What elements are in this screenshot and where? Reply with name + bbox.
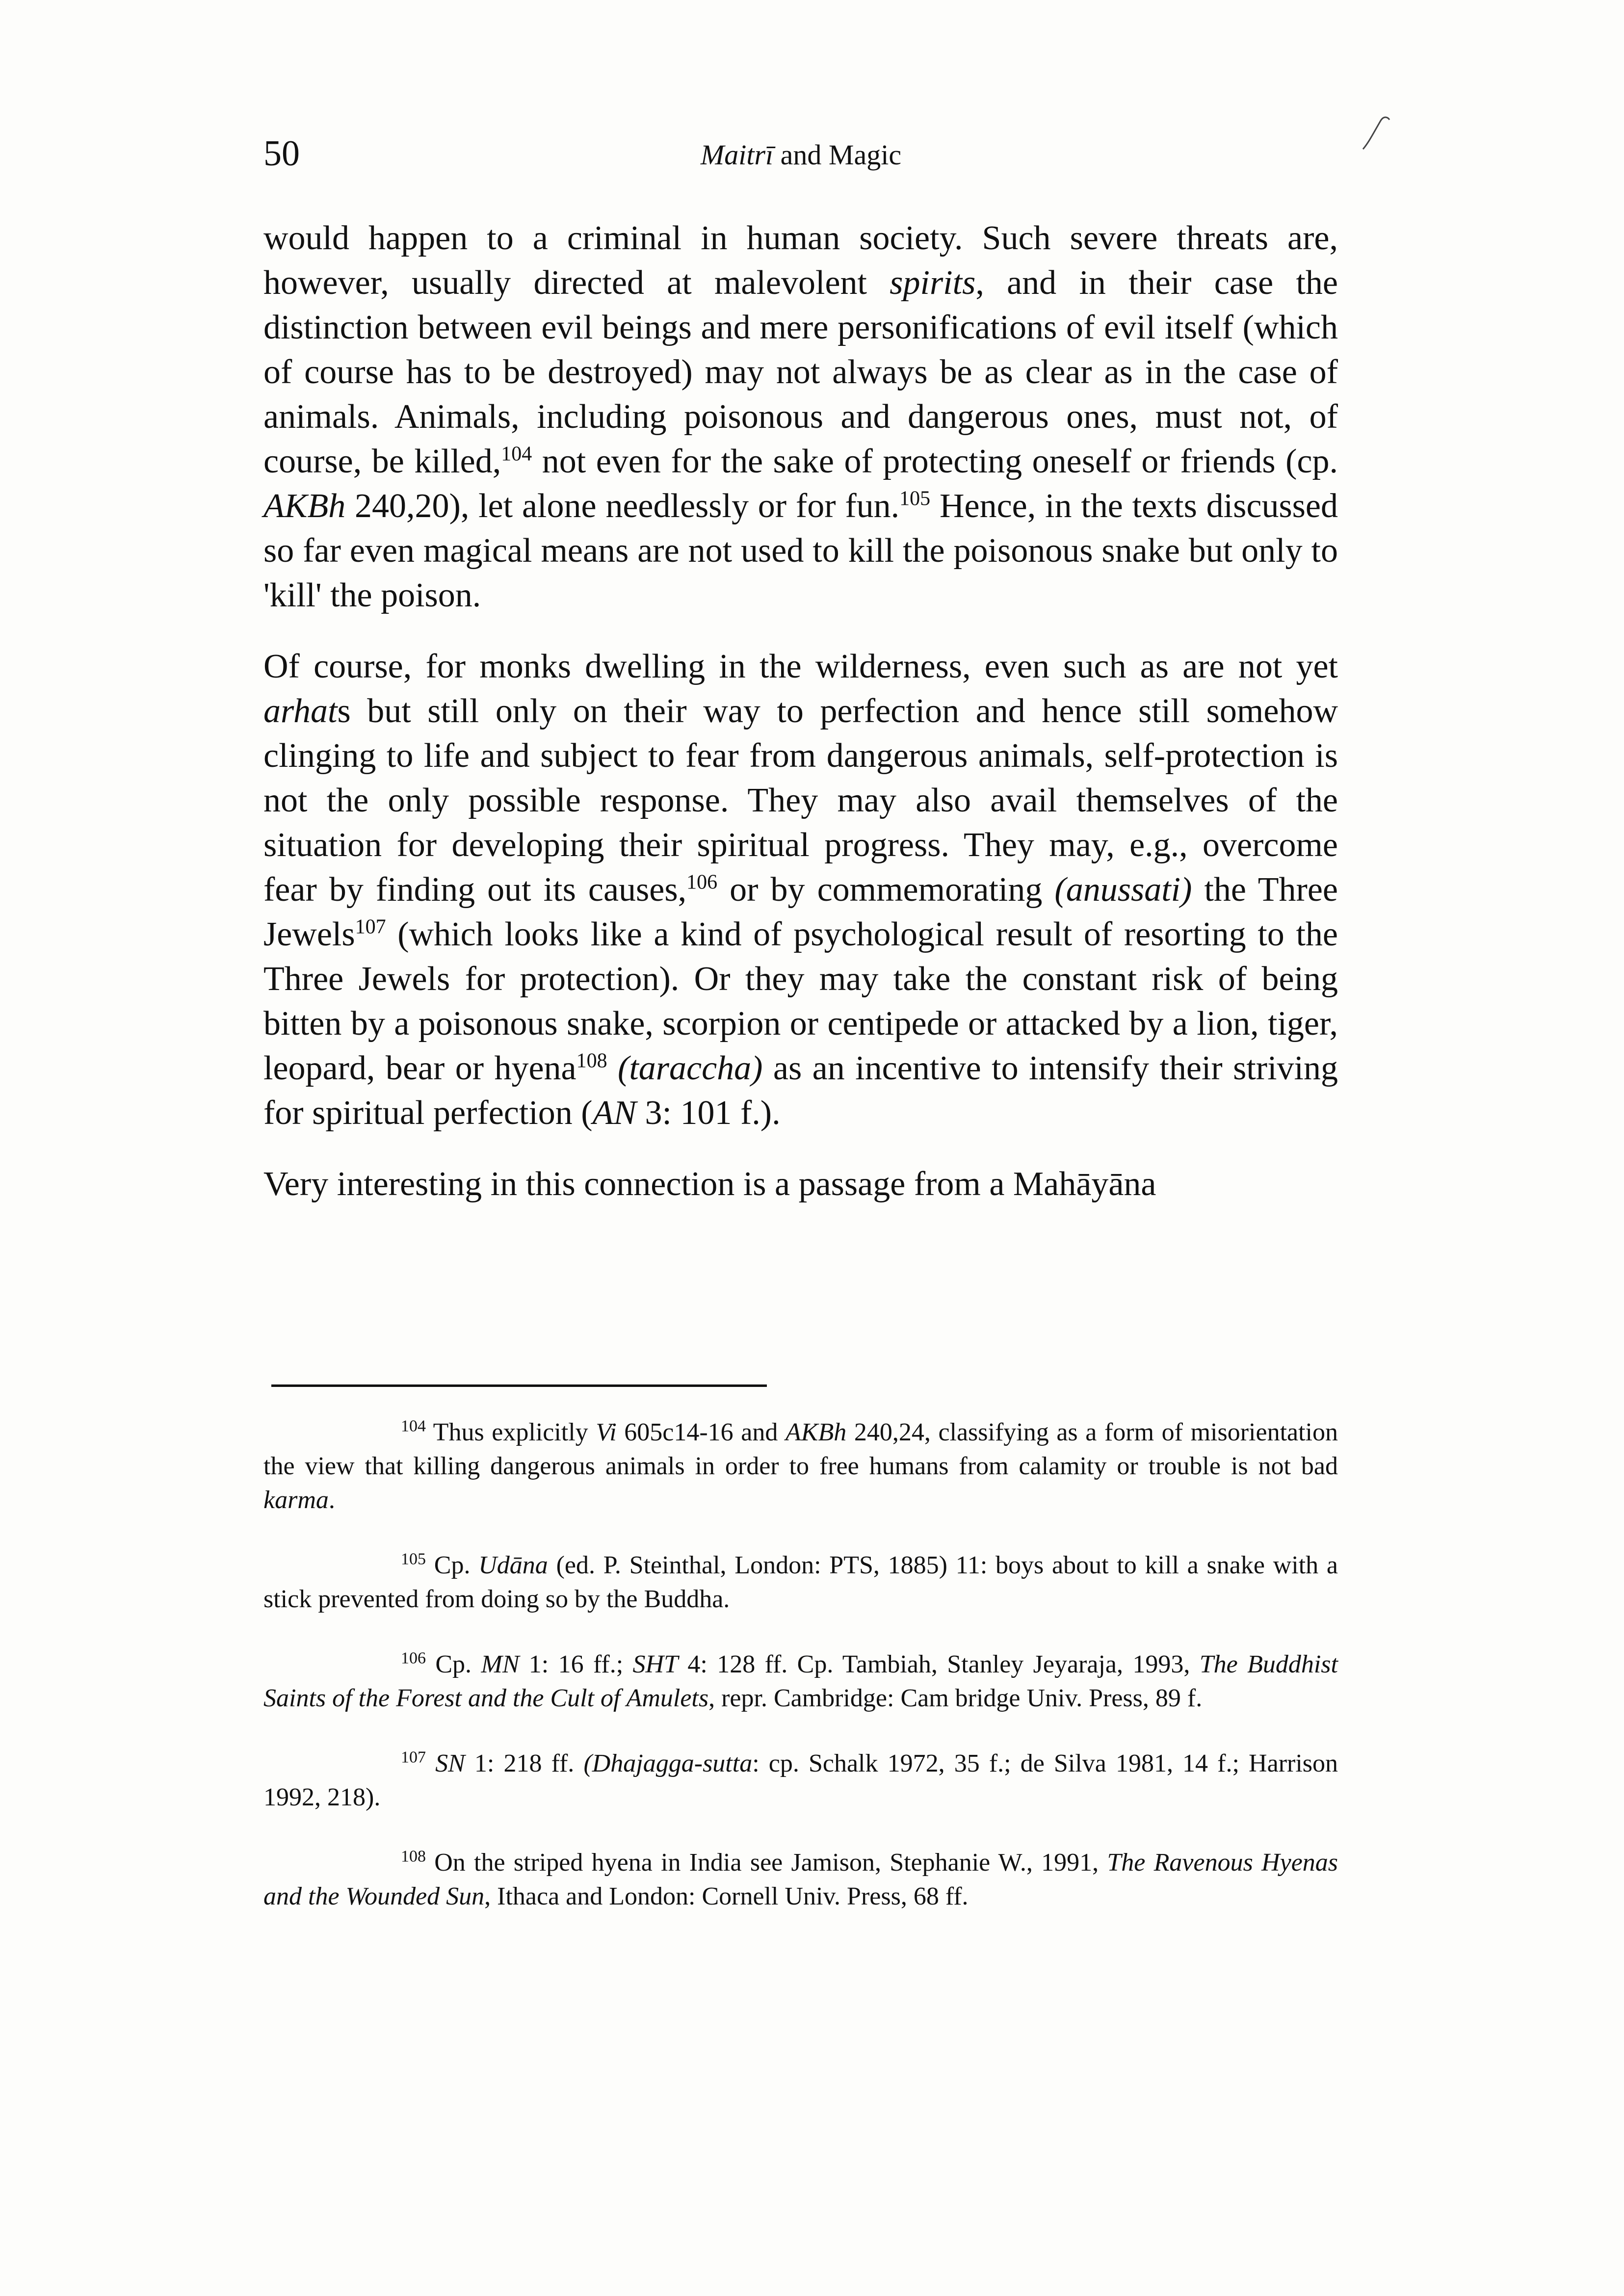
pencil-mark-icon [1359, 113, 1393, 152]
page-header [263, 131, 1338, 176]
footnote-ref-107[interactable]: 107 [355, 915, 386, 939]
running-head [263, 134, 1338, 176]
footnote-rule [271, 1384, 767, 1387]
footnote-ref-105[interactable]: 105 [899, 487, 931, 510]
footnote-ref-104[interactable]: 104 [501, 443, 532, 466]
footnote-104: $^{104}$ Thus explicitly Vi 605c14-16 and AKBh 240,24, classifying as a form of misorientation the view that killing dangerous animals in order to free humans from calamity or trouble is not bad karma. [263, 1417, 1338, 1514]
footnote-108: $^{108}$ On the striped hyena in India see Jamison, Stephanie W., 1991, The Ravenous Hyenas and the Wounded Sun, Ithaca and London: Cornell Univ. Press, 68 ff. [263, 1847, 1338, 1910]
footnote-ref-106[interactable]: 106 [686, 871, 718, 894]
footnote-ref-108[interactable]: 108 [576, 1049, 607, 1072]
page-number: 50 [263, 133, 300, 174]
body-text [263, 216, 1338, 1206]
footnote-106: $^{106}$ Cp. MN 1: 16 ff.; SHT 4: 128 ff. Cp. Tambiah, Stanley Jeyaraja, 1993, The Buddhist Saints of the Forest and the Cult of Amulets, repr. Cambridge: Cam bridge Univ. Press, 89 f. [263, 1649, 1338, 1712]
running-head-italic: Maitrī [700, 139, 774, 171]
paragraph-1: would happen to a criminal in human society. Such severe threats are, however, usually directed at malevolent spirits, and in their case the distinction between evil beings and mere personifications of evil itself (which of course has to be destroyed) may not always be as clear as in the case of animals. Animals, including poisonous and dangerous ones, must not, of course, be killed,$^{104}$ not even for the sake of protecting oneself or friends (cp. AKBh 240,20), let alone needlessly or for fun.$^{105}$ Hence, in the texts discussed so far even magical means are not used to kill the poisonous snake but only to 'kill' the poison. [263, 219, 1338, 614]
paragraph-3: Very interesting in this connection is a passage from a Mahāyāna [263, 1165, 1156, 1203]
running-head-rest: and Magic [773, 139, 902, 171]
paragraph-2: Of course, for monks dwelling in the wilderness, even such as are not yet arhats but still only on their way to perfection and hence still somehow clinging to life and subject to fear from dangerous animals, self-protection is not the only possible response. They may also avail themselves of the situation for developing their spiritual progress. They may, e.g., overcome fear by finding out its causes,$^{106}$ or by commemorating (anussati) the Three Jewels$^{107}$ (which looks like a kind of psychological result of resorting to the Three Jewels for protection). Or they may take the constant risk of being bitten by a poisonous snake, scorpion or centipede or attacked by a lion, tiger, leopard, bear or hyena$^{108}$ (taraccha) as an incentive to intensify their striving for spiritual perfection (AN 3: 101 f.). [263, 648, 1338, 1132]
footnotes [263, 1415, 1338, 1945]
footnote-105: $^{105}$ Cp. Udāna (ed. P. Steinthal, London: PTS, 1885) 11: boys about to kill a snake with a stick prevented from doing so by the Buddha. [263, 1550, 1338, 1613]
footnote-107: $^{107}$ SN 1: 218 ff. (Dhajagga-sutta: cp. Schalk 1972, 35 f.; de Silva 1981, 14 f.; Harrison 1992, 218). [263, 1748, 1338, 1811]
